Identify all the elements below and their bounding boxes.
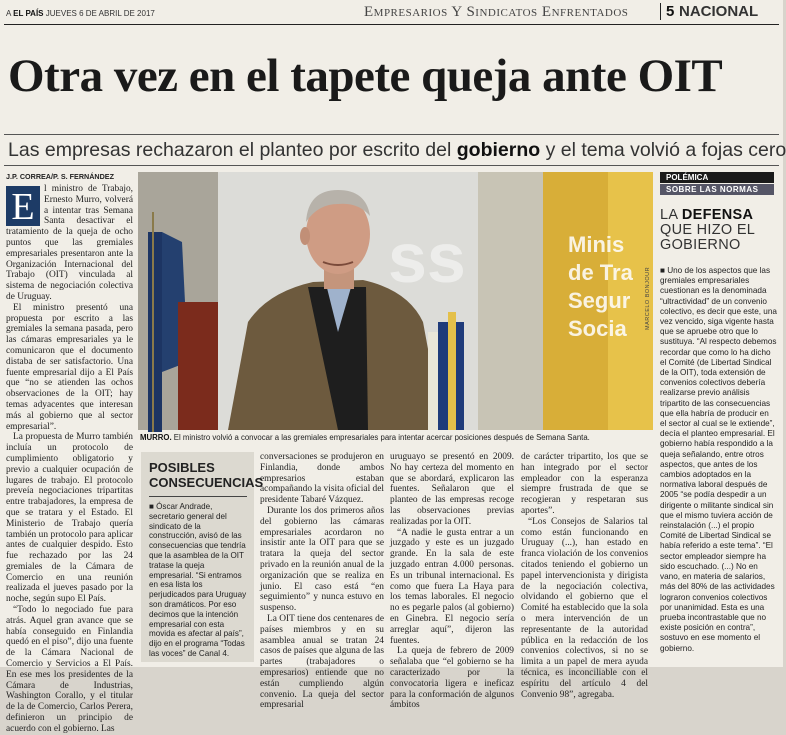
svg-text:Segur: Segur <box>568 288 631 313</box>
subheadline-part: Las empresas rechazaron el planteo por escrito del <box>8 139 457 161</box>
section-title: Empresarios Y Sindicatos Enfrentados <box>364 4 629 20</box>
subheadline-part: y el tema volvió a fojas cero <box>540 139 786 161</box>
paragraph: La queja de febrero de 2009 señalaba que “el gobierno se ha caracterizado por la convocatoria ligera e ineficaz para la conformación de algunos ámbitos <box>390 646 514 711</box>
sidebar-title-part: QUE HIZO EL GOBIERNO <box>660 222 755 253</box>
page-header <box>4 4 779 25</box>
divider <box>4 165 779 166</box>
paragraph: Durante los dos primeros años del gobierno las cámaras empresariales acordaron no insistir ante la OIT para que se tratara la queja del sector privado en la reunión anual de la organización que se realiza en junio. El caso está “en seguimiento” y nunca estuvo en suspenso. <box>260 505 384 614</box>
paragraph: “Todo lo negociado fue para atrás. Aquel gran avance que se había conseguido en Finlandia quedó en el piso”, dijo una fuente de la Cámara Nacional de Comercio y Servicios a El País. En ese mes los presidentes de la Cámara de Industrias, Washington Corallo, y el titular de la de Comercio, Carlos Perera, definieron un principio de acuerdo con el gobierno. Las <box>6 605 133 734</box>
sidebar-tag: POLÉMICA <box>660 172 774 183</box>
article-column-1 <box>6 184 133 735</box>
box-body: ■ Óscar Andrade, secretario general del sindicato de la construcción, avisó de las consecuencias que tendría que la asamblea de la OIT tratase la queja empresarial. “Si entramos en esa lista los perjudicados para Uruguay son dramáticos. Por eso decimos que la intención empresarial con esta movida es afectar al país”, dijo en el programa “Todas las voces” de Canal 4. <box>149 502 247 658</box>
consequences-box <box>141 452 264 662</box>
photo-caption <box>140 433 652 443</box>
sidebar-polemica <box>660 172 777 662</box>
subheadline <box>8 139 786 162</box>
paragraph: uruguayo se presentó en 2009. No hay certeza del momento en que se abordará, explicaron las fuentes. Señalaron que el planteo de las empresas recoge las observaciones previas realizadas por la OIT. <box>390 452 514 527</box>
page-number: 5 <box>660 3 674 20</box>
sidebar-title <box>660 208 777 253</box>
svg-text:de Tra: de Tra <box>568 260 633 285</box>
paper-masthead <box>6 9 155 18</box>
article-column-4 <box>521 452 648 700</box>
headline: Otra vez en el tapete queja ante OIT <box>8 50 723 102</box>
article-photo <box>138 172 653 430</box>
paragraph: La propuesta de Murro también incluía un protocolo de cumplimiento obligatorio y previo a cualquier ocupación de lugares de trabajo. El protocolo preveía negociaciones tripartitas entre trabajadores, la empresa de que se tratara y el Estado. El Ministerio de Trabajo quería también un protocolo para aplicar antes de cualquier despido. Esto fue rechazado por las 24 gremiales de la Cámara de Comercio en una reunión realizada el jueves pasado por la noche, según supo El País. <box>6 432 133 605</box>
paragraph: El ministro presentó una propuesta por escrito a las gremiales la semana pasada, pero las cámaras empresariales ya le comunicaron que el documento distaba de ser satisfactorio. Una fuente empresarial dijo a El País que “no se atienden las ochos observaciones de la OIT; hay temas adyacentes que interesan más al gobierno que al sector empresarial”. <box>6 302 133 432</box>
photo-credit: MARCELO BONJOUR <box>645 266 651 330</box>
paragraph: de carácter tripartito, los que se han integrado por el sector empleador con la esperanza siempre frustrada de que se recogieran y respetaran sus aportes”. <box>521 452 648 516</box>
paragraph: “A nadie le gusta entrar a un juzgado y este es un juzgado grande. En la sala de este juzgado entran 4.000 personas. Es un tribunal internacional. Es como que fuera La Haya para los temas laborales. El negocio no es pegarle palos (al gobierno) en Ginebra. El negocio sería arreglar aquí”, dijeron las fuentes. <box>390 527 514 646</box>
sidebar-body: ■ Uno de los aspectos que las gremiales empresariales cuestionan es la denominada “ultractividad” de un convenio colectivo, es decir que este, una vez vencido, siga vigente hasta que se apruebe otro que lo sustituya. “Al respecto debemos recordar que como lo ha dicho el Comité (de Libertad Sindical de la OIT), toda extensión de convenios colectivos debería realizarse previo análisis tripartito de las consecuencias que ella habría de producir en el sector al cual se le extiende”, decía el planteo empresarial. El gobierno había respondido a la queja señalando, entre otros aspectos, que antes de los cambios adoptados en la normativa laboral después de 2005 “se podía despedir a un dirigente o militante sindical sin que el mismo tuviera acción de reinstalación (...) el propio Comité de Libertad Sindical se había referido a este tema”. “El sector empleador siempre ha sido escuchado. (...) No en vano, en materia de salarios, más del 80% de las actividades lograron convenios colectivos por unanimidad. Esta es una prueba incontrastable que no existe posición en contra”, sostuvo en ese momento el gobierno. <box>660 266 777 653</box>
svg-text:ss: ss <box>388 219 466 297</box>
paragraph: conversaciones se produjeron en Finlandia, donde ambos empresarios estaban acompañando la visita oficial del presidente Tabaré Vázquez. <box>260 452 384 506</box>
paragraph: La OIT tiene dos centenares de países miembros y en su asamblea anual se tratan 24 casos de países que alguna de las partes (trabajadores o empresarios) entiende que no están cumpliendo algún convenio. La queja del sector empresarial <box>260 613 384 711</box>
article-column-3 <box>390 452 514 711</box>
drop-cap: E <box>6 186 40 226</box>
paper-name: EL PAÍS <box>13 9 44 18</box>
paper-initial: A <box>6 9 11 18</box>
sidebar-title-bold: DEFENSA <box>681 207 754 223</box>
svg-text:Minis: Minis <box>568 232 625 257</box>
divider <box>4 134 779 135</box>
issue-date: JUEVES 6 DE ABRIL DE 2017 <box>45 9 155 18</box>
caption-lead: MURRO. <box>140 433 172 442</box>
section-tag: NACIONAL <box>679 3 759 20</box>
box-title: POSIBLES CONSECUENCIAS <box>149 460 264 490</box>
caption-text: El ministro volvió a convocar a las gremiales empresariales para intentar acercar posiciones después de Semana Santa. <box>171 433 590 442</box>
paragraph: “Los Consejos de Salarios tal como están funcionando en Uruguay (...), han estado en franca violación de los convenios citados teniendo el gobierno un papel intervencionista y dirigista de la negociación colectiva, olvidando el gobierno que el Comité ha establecido que la sola o mera intervención de un representante de la autoridad pública en la redacción de los convenios colectivos, si no se limita a un papel de mera ayuda técnica, es inconciliable con el espíritu del artículo 4 del Convenio 98”, agregaba. <box>521 516 648 700</box>
sidebar-title-part: LA <box>660 207 682 223</box>
divider <box>149 496 247 497</box>
photo-illustration <box>138 172 653 430</box>
sidebar-subtag: SOBRE LAS NORMAS <box>660 184 774 195</box>
subheadline-bold: gobierno <box>456 139 541 161</box>
paragraph: l ministro de Trabajo, Ernesto Murro, volverá a intentar tras Semana Santa desactivar el tratamiento de la queja de ocho puntos que las gremiales empresariales presentaron ante la Organización Internacional del Trabajo (OIT) vinculada al sistema de negociación colectiva de Uruguay. <box>6 184 133 302</box>
svg-text:Socia: Socia <box>568 316 627 341</box>
byline: J.P. CORREA/P. S. FERNÁNDEZ <box>6 172 114 181</box>
article-column-2 <box>260 452 384 711</box>
